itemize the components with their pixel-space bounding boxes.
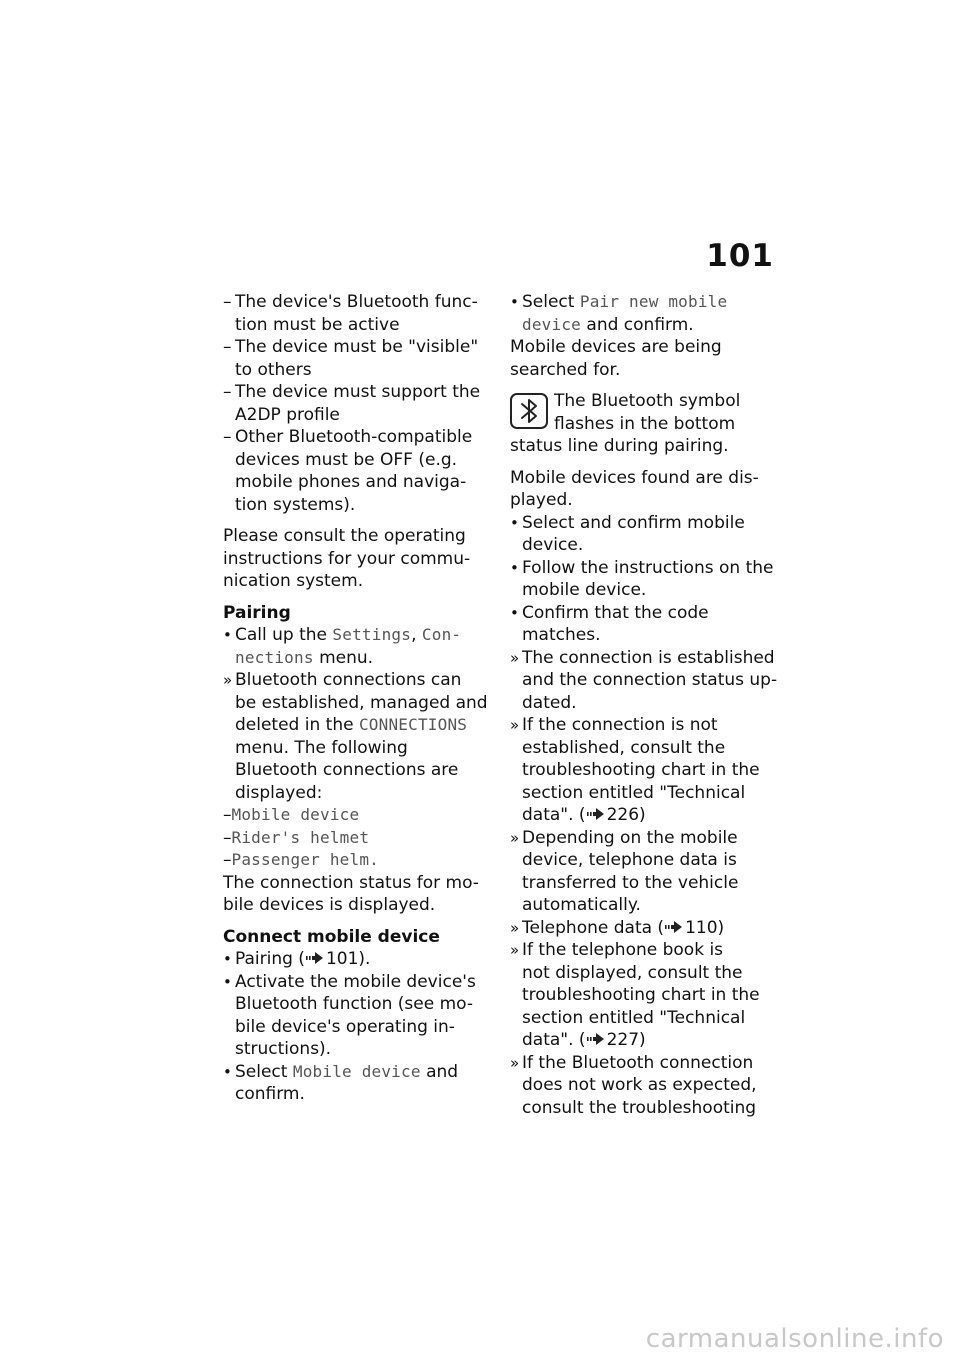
pairing-heading: Pairing bbox=[223, 602, 291, 623]
requirement-item bbox=[223, 381, 491, 426]
result-item bbox=[510, 917, 778, 940]
requirement-text: A2DP profile bbox=[235, 404, 340, 425]
requirement-text: tion systems). bbox=[235, 494, 356, 515]
page-reference[interactable]: 227 bbox=[606, 1030, 640, 1050]
consult-paragraph bbox=[223, 525, 491, 593]
result-text: If the connection is not bbox=[522, 715, 718, 735]
requirement-text: The device must be "visible" bbox=[235, 337, 479, 357]
step-text: ). bbox=[358, 949, 371, 969]
found-paragraph bbox=[510, 467, 778, 512]
result-marker: » bbox=[510, 941, 520, 959]
result-item bbox=[510, 647, 778, 715]
bullet-marker: • bbox=[510, 603, 519, 622]
paragraph-line: status line during pairing. bbox=[510, 436, 729, 456]
page-reference-arrow-icon bbox=[306, 952, 323, 964]
result-item bbox=[510, 939, 778, 1052]
requirement-text: Other Bluetooth-compatible bbox=[235, 427, 473, 447]
paragraph-line: Mobile devices found are dis- bbox=[510, 467, 759, 488]
result-item bbox=[510, 1052, 778, 1120]
paragraph-line: played. bbox=[510, 490, 573, 510]
page-reference[interactable]: 110 bbox=[685, 917, 718, 938]
result-text: Telephone data ( bbox=[522, 917, 665, 938]
menu-name: CONNECTIONS bbox=[358, 715, 468, 734]
step-text: matches. bbox=[522, 625, 601, 645]
paragraph-line: The connection status for mo- bbox=[223, 872, 479, 893]
paragraph-line: The Bluetooth symbol bbox=[554, 391, 741, 411]
result-text: ) bbox=[639, 805, 646, 825]
paragraph-line: instructions for your commu- bbox=[223, 548, 471, 569]
dash-marker: – bbox=[223, 292, 232, 312]
step-text: Bluetooth function (see mo- bbox=[235, 994, 473, 1014]
bullet-marker: • bbox=[223, 972, 232, 991]
result-text: Bluetooth connections are bbox=[235, 760, 459, 780]
paragraph-line: searched for. bbox=[510, 359, 621, 380]
connection-item bbox=[223, 804, 491, 827]
bullet-marker: • bbox=[223, 950, 232, 968]
right-column bbox=[510, 291, 778, 1119]
page-reference[interactable]: 101 bbox=[325, 949, 359, 969]
result-marker: » bbox=[510, 828, 520, 847]
result-text: data". ( bbox=[522, 1030, 586, 1050]
result-text: deleted in the bbox=[235, 715, 359, 735]
paragraph-line: flashes in the bottom bbox=[554, 413, 736, 434]
result-text: not displayed, consult the bbox=[522, 962, 743, 983]
step-text: Confirm that the code bbox=[522, 602, 709, 623]
step-text: Select bbox=[522, 292, 580, 312]
step-text: and bbox=[420, 1061, 459, 1082]
step-text: Activate the mobile device's bbox=[235, 971, 476, 992]
page-reference-arrow-icon bbox=[587, 808, 604, 820]
bluetooth-icon bbox=[510, 393, 548, 429]
step-text: menu. bbox=[313, 647, 374, 668]
menu-name: device bbox=[522, 314, 581, 334]
step-item bbox=[510, 291, 778, 336]
connection-name: Mobile device bbox=[231, 805, 360, 824]
requirement-text: to others bbox=[235, 359, 312, 380]
requirement-text: mobile phones and naviga- bbox=[235, 472, 467, 492]
dash-marker: – bbox=[223, 827, 232, 848]
step-text: , bbox=[411, 625, 422, 645]
page-number: 101 bbox=[706, 238, 774, 274]
left-column bbox=[223, 291, 491, 1106]
result-text: troubleshooting chart in the bbox=[522, 985, 760, 1005]
dash-marker: – bbox=[223, 382, 232, 402]
step-item bbox=[223, 1061, 491, 1106]
step-text: Follow the instructions on the bbox=[522, 557, 774, 578]
result-item bbox=[510, 714, 778, 827]
step-item bbox=[223, 948, 491, 971]
result-item bbox=[510, 827, 778, 917]
connection-item bbox=[223, 849, 491, 872]
result-text: ) bbox=[639, 1030, 646, 1050]
result-text: troubleshooting chart in the bbox=[522, 760, 760, 780]
requirement-text: The device must support the bbox=[235, 382, 481, 402]
result-text: and the connection status up- bbox=[522, 670, 778, 690]
step-text: Call up the bbox=[235, 625, 333, 645]
requirement-item bbox=[223, 336, 491, 381]
bluetooth-symbol-note bbox=[510, 390, 778, 458]
result-text: be established, managed and bbox=[235, 692, 488, 713]
result-marker: » bbox=[510, 648, 520, 667]
step-item bbox=[510, 602, 778, 647]
result-text: ) bbox=[717, 917, 725, 938]
result-text: The connection is established bbox=[522, 647, 775, 668]
searching-paragraph bbox=[510, 336, 778, 381]
connection-name: Passenger helm. bbox=[231, 850, 379, 869]
menu-name: Pair new mobile bbox=[579, 292, 728, 311]
dash-marker: – bbox=[223, 805, 232, 825]
step-text: structions). bbox=[235, 1039, 332, 1059]
bullet-marker: • bbox=[510, 293, 519, 311]
result-text: Bluetooth connections can bbox=[235, 670, 462, 690]
requirement-text: devices must be OFF (e.g. bbox=[235, 449, 458, 470]
watermark: carmanualsonline.info bbox=[645, 1324, 944, 1354]
result-text: section entitled "Technical bbox=[522, 782, 746, 803]
status-paragraph bbox=[223, 872, 491, 917]
requirement-text: The device's Bluetooth func- bbox=[235, 292, 478, 312]
bullet-marker: • bbox=[223, 626, 232, 644]
result-text: If the telephone book is bbox=[522, 940, 724, 960]
step-text: bile device's operating in- bbox=[235, 1016, 455, 1037]
result-text: menu. The following bbox=[235, 737, 408, 758]
result-marker: » bbox=[510, 716, 520, 734]
connect-mobile-heading: Connect mobile device bbox=[223, 926, 440, 947]
step-text: Select bbox=[235, 1061, 293, 1082]
result-item bbox=[223, 669, 491, 804]
step-text: Pairing ( bbox=[235, 949, 305, 969]
connection-item bbox=[223, 827, 491, 850]
result-text: Depending on the mobile bbox=[522, 827, 738, 848]
connection-name: Rider's helmet bbox=[231, 827, 370, 847]
result-text: transferred to the vehicle bbox=[522, 872, 739, 893]
step-text: Select and confirm mobile bbox=[522, 512, 745, 533]
step-text: confirm. bbox=[235, 1084, 305, 1104]
bullet-marker: • bbox=[510, 558, 519, 577]
result-text: dated. bbox=[522, 692, 577, 713]
result-text: data". ( bbox=[522, 805, 586, 825]
menu-name: nections bbox=[235, 647, 314, 667]
result-text: displayed: bbox=[235, 782, 323, 803]
result-text: section entitled "Technical bbox=[522, 1007, 746, 1028]
result-text: If the Bluetooth connection bbox=[522, 1052, 754, 1073]
page-reference-arrow-icon bbox=[665, 921, 682, 933]
menu-name: Mobile device bbox=[292, 1061, 421, 1081]
result-text: automatically. bbox=[522, 895, 641, 915]
step-item bbox=[223, 624, 491, 669]
paragraph-line: Mobile devices are being bbox=[510, 337, 722, 357]
result-marker: » bbox=[223, 671, 233, 689]
result-text: consult the troubleshooting bbox=[522, 1097, 757, 1118]
step-item bbox=[510, 557, 778, 602]
bullet-marker: • bbox=[223, 1062, 232, 1081]
step-item bbox=[510, 512, 778, 557]
dash-marker: – bbox=[223, 337, 232, 357]
bullet-marker: • bbox=[510, 513, 519, 532]
paragraph-line: Please consult the operating bbox=[223, 526, 466, 546]
result-text: device, telephone data is bbox=[522, 850, 737, 870]
step-text: mobile device. bbox=[522, 580, 647, 600]
requirement-text: tion must be active bbox=[235, 314, 400, 335]
page-reference[interactable]: 226 bbox=[606, 805, 640, 825]
page-reference-arrow-icon bbox=[587, 1033, 604, 1045]
result-text: established, consult the bbox=[522, 737, 726, 758]
paragraph-line: bile devices is displayed. bbox=[223, 895, 436, 915]
result-text: does not work as expected, bbox=[522, 1075, 757, 1095]
dash-marker: – bbox=[223, 850, 232, 870]
paragraph-line: nication system. bbox=[223, 571, 364, 591]
step-item bbox=[223, 971, 491, 1061]
step-text: device. bbox=[522, 535, 584, 555]
menu-name: Con- bbox=[421, 625, 462, 644]
result-marker: » bbox=[510, 1053, 520, 1072]
step-text: and confirm. bbox=[581, 314, 694, 335]
requirement-item bbox=[223, 291, 491, 336]
requirement-item bbox=[223, 426, 491, 516]
dash-marker: – bbox=[223, 427, 232, 447]
result-marker: » bbox=[510, 918, 520, 937]
menu-name: Settings bbox=[332, 625, 412, 644]
